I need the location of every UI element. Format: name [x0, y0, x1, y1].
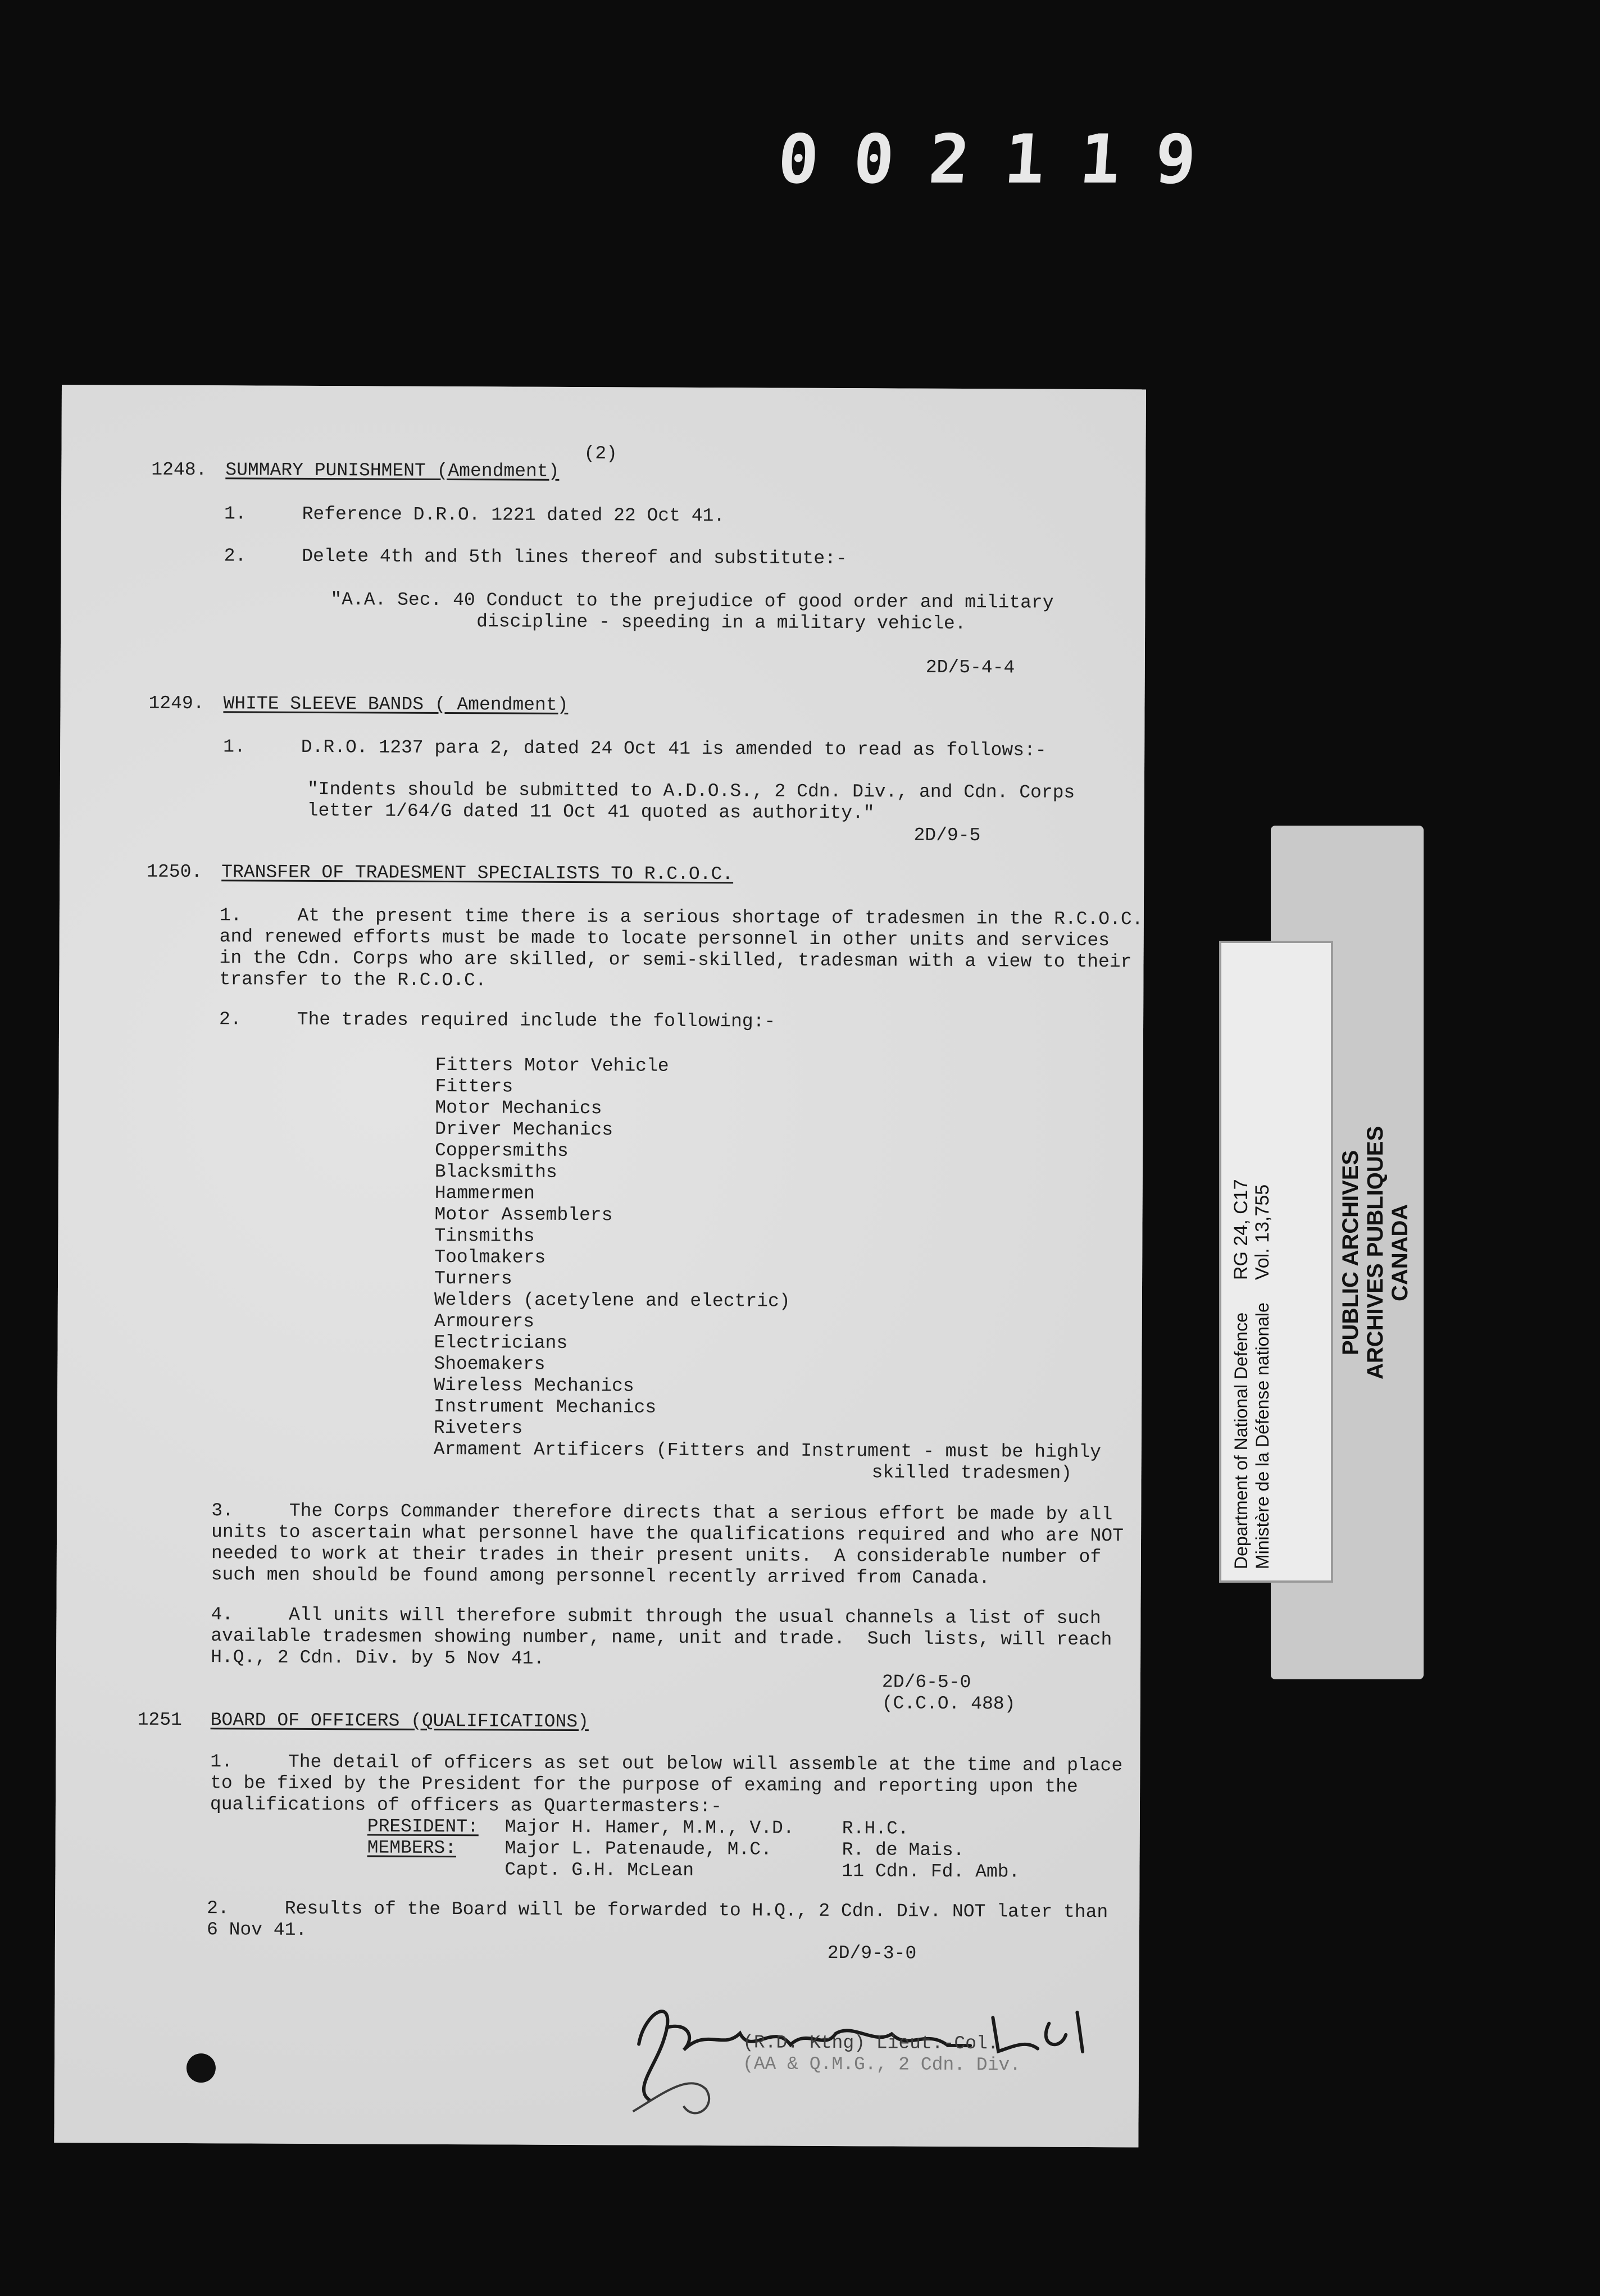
list-item: Motor Mechanics — [435, 1097, 602, 1119]
section-line: available tradesmen showing number, name, unit and trade. Such lists, will reach — [211, 1625, 1112, 1651]
archive-label — [1219, 941, 1333, 1583]
department-line: Department of National Defence — [1231, 1312, 1251, 1569]
section-line: 3. The Corps Commander therefore directs that a serious effort be made by all — [211, 1500, 1113, 1525]
section-line: 1. D.R.O. 1237 para 2, dated 24 Oct 41 is amended to read as follows:- — [223, 736, 1047, 761]
section-line: 1. At the present time there is a serious shortage of tradesmen in the R.C.O.C. — [219, 905, 1143, 930]
board-name: Capt. G.H. McLean — [504, 1859, 694, 1881]
list-item: Electricians — [434, 1332, 568, 1354]
file-reference: 2D/9-5 — [913, 824, 981, 846]
section-title-1250: TRANSFER OF TRADESMENT SPECIALISTS TO R.C.O.C. — [221, 862, 734, 885]
list-item: Turners — [434, 1268, 512, 1290]
section-line: and renewed efforts must be made to locate personnel in other units and services — [219, 926, 1110, 951]
archive-title-line: PUBLIC ARCHIVES — [1338, 1150, 1363, 1355]
section-line: 2. Results of the Board will be forwarded to H.Q., 2 Cdn. Div. NOT later than — [207, 1898, 1108, 1923]
list-item: Shoemakers — [434, 1353, 546, 1375]
board-unit: R.H.C. — [842, 1818, 909, 1839]
section-line: 2. The trades required include the following:- — [219, 1009, 776, 1032]
section-line: qualifications of officers as Quartermasters:- — [210, 1794, 722, 1817]
file-reference: 2D/6-5-0 — [881, 1671, 971, 1693]
quoted-line: "A.A. Sec. 40 Conduct to the prejudice of good order and military — [330, 589, 1054, 613]
section-line: 2. Delete 4th and 5th lines thereof and substitute:- — [224, 545, 847, 570]
list-item: Tinsmiths — [434, 1225, 535, 1247]
section-line: 1. The detail of officers as set out below will assemble at the time and place — [210, 1751, 1123, 1776]
file-reference: 2D/9-3-0 — [827, 1942, 917, 1964]
board-name: Major H. Hamer, M.M., V.D. — [504, 1816, 794, 1839]
list-item: Instrument Mechanics — [433, 1396, 657, 1418]
list-item: Wireless Mechanics — [434, 1374, 634, 1397]
section-line: to be fixed by the President for the purpose of examing and reporting upon the — [210, 1773, 1078, 1797]
board-unit: R. de Mais. — [842, 1839, 965, 1861]
archive-title-line: ARCHIVES PUBLIQUES — [1363, 1126, 1388, 1379]
file-reference: (C.C.O. 488) — [881, 1693, 1016, 1715]
section-line: 6 Nov 41. — [206, 1919, 307, 1940]
section-title-1249: WHITE SLEEVE BANDS ( Amendment) — [223, 693, 569, 716]
quoted-line: letter 1/64/G dated 11 Oct 41 quoted as authority." — [307, 800, 875, 824]
board-unit: 11 Cdn. Fd. Amb. — [842, 1861, 1020, 1883]
section-line: such men should be found among personnel recently arrived from Canada. — [211, 1564, 990, 1589]
punch-hole — [187, 2053, 216, 2083]
signatory-name: (R.D. Ktng) Lieut.-Col. — [743, 2032, 999, 2054]
board-role: MEMBERS: — [367, 1837, 457, 1859]
list-item: Hammermen — [434, 1182, 535, 1204]
section-line: transfer to the R.C.O.C. — [219, 969, 487, 991]
section-line: in the Cdn. Corps who are skilled, or semi-skilled, tradesman with a view to their — [219, 947, 1132, 973]
section-line: 4. All units will therefore submit through the usual channels a list of such — [211, 1604, 1101, 1629]
list-item: Armourers — [434, 1310, 535, 1332]
quoted-line: "Indents should be submitted to A.D.O.S., 2 Cdn. Div., and Cdn. Corps — [307, 778, 1075, 803]
reference-line: RG 24, C17 — [1230, 1179, 1252, 1280]
section-number-1248: 1248. — [151, 459, 207, 481]
list-item: Coppersmiths — [434, 1140, 569, 1161]
section-line: units to ascertain what personnel have the qualifications required and who are NOT — [211, 1521, 1124, 1547]
list-item: skilled tradesmen) — [871, 1462, 1072, 1484]
section-title-1248: SUMMARY PUNISHMENT (Amendment) — [225, 459, 560, 482]
list-item: Armament Artificers (Fitters and Instrument - must be highly — [433, 1438, 1102, 1463]
department-line: Ministère de la Défense nationale — [1252, 1302, 1272, 1569]
archive-title — [1338, 1106, 1412, 1398]
list-item: Driver Mechanics — [435, 1118, 613, 1141]
section-title-1251: BOARD OF OFFICERS (QUALIFICATIONS) — [210, 1710, 589, 1733]
department-name — [1230, 1210, 1273, 1569]
file-reference: 2D/5-4-4 — [925, 657, 1015, 678]
list-item: Welders (acetylene and electric) — [434, 1289, 790, 1312]
archive-title-line: CANADA — [1388, 1204, 1412, 1301]
signatory-role: (AA & Q.M.G., 2 Cdn. Div. — [742, 2053, 1021, 2076]
section-number-1249: 1249. — [148, 693, 204, 714]
page-marker: (2) — [584, 443, 617, 464]
list-item: Motor Assemblers — [434, 1204, 613, 1226]
reference-line: Vol. 13,755 — [1252, 1184, 1273, 1280]
section-line: 1. Reference D.R.O. 1221 dated 22 Oct 41. — [224, 503, 725, 527]
board-name: Major L. Patenaude, M.C. — [504, 1838, 772, 1860]
document-page — [54, 385, 1146, 2147]
frame-number: 002119 — [775, 121, 1234, 199]
section-line: H.Q., 2 Cdn. Div. by 5 Nov 41. — [211, 1647, 545, 1669]
list-item: Fitters — [435, 1076, 513, 1097]
board-role: PRESIDENT: — [367, 1816, 479, 1838]
quoted-line: discipline - speeding in a military vehicle. — [476, 611, 966, 635]
list-item: Riveters — [433, 1417, 523, 1439]
list-item: Toolmakers — [434, 1246, 546, 1268]
section-number-1250: 1250. — [147, 861, 203, 883]
section-number-1251: 1251 — [137, 1709, 182, 1730]
list-item: Blacksmiths — [434, 1161, 557, 1183]
list-item: Fitters Motor Vehicle — [435, 1054, 669, 1077]
section-line: needed to work at their trades in their present units. A considerable number of — [211, 1543, 1102, 1568]
